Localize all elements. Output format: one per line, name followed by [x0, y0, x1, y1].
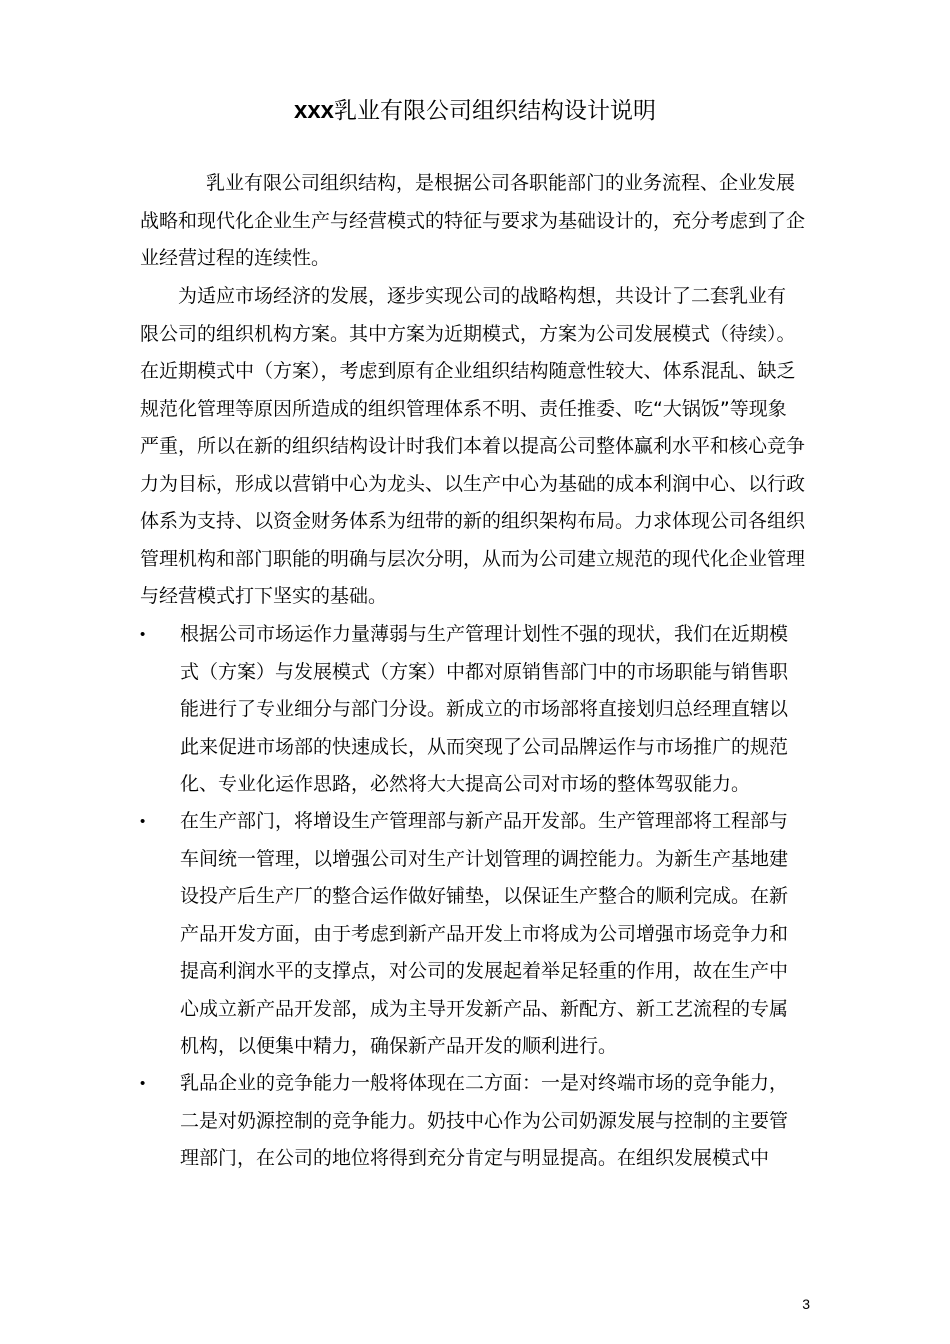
bullet-text: [180, 1065, 810, 1178]
bullet-icon: •: [140, 813, 146, 830]
bullet-text: [180, 616, 810, 804]
title-prefix: xxx: [293, 97, 335, 124]
paragraph-line: 与经营模式打下坚实的基础。: [140, 585, 388, 607]
paragraph-line: 限公司的组织机构方案。其中方案为近期模式，方案为公司发展模式（待续）。: [140, 322, 796, 345]
paragraph-line: 乳业有限公司组织结构，是根据公司各职能部门的业务流程、企业发展: [206, 172, 796, 194]
paragraph-line: 为适应市场经济的发展，逐步实现公司的战略构想，共设计了二套乳业有: [178, 285, 787, 307]
document-title: [0, 94, 950, 128]
bullet-line: 在生产部门，将增设生产管理部与新产品开发部。生产管理部将工程部与: [180, 810, 789, 832]
bullet-line: 提高利润水平的支撑点，对公司的发展起着举足轻重的作用，故在生产中: [180, 960, 789, 982]
bullet-line: 设投产后生产厂的整合运作做好铺垫，以保证生产整合的顺利完成。在新: [180, 885, 789, 907]
strategy-paragraph: [140, 278, 810, 616]
bullet-line: 乳品企业的竞争能力一般将体现在二方面：一是对终端市场的竞争能力，: [180, 1072, 789, 1094]
bullet-line: 心成立新产品开发部，成为主导开发新产品、新配方、新工艺流程的专属: [180, 997, 789, 1020]
paragraph-line: 业经营过程的连续性。: [140, 247, 331, 269]
paragraph-line: 体系为支持、以资金财务体系为纽带的新的组织架构布局。力求体现公司各组织: [140, 510, 806, 532]
bullet-line: 式（方案）与发展模式（方案）中都对原销售部门中的市场职能与销售职: [180, 660, 789, 683]
paragraph-line: 力为目标，形成以营销中心为龙头、以生产中心为基础的成本利润中心、以行政: [140, 472, 806, 495]
bullet-line: 能进行了专业细分与部门分设。新成立的市场部将直接划归总经理直辖以: [180, 698, 789, 720]
paragraph-line: 管理机构和部门职能的明确与层次分明，从而为公司建立规范的现代化企业管理: [140, 547, 806, 570]
bullet-line: 根据公司市场运作力量薄弱与生产管理计划性不强的现状，我们在近期模: [180, 623, 789, 645]
bullet-line: 此来促进市场部的快速成长，从而突现了公司品牌运作与市场推广的规范: [180, 735, 789, 758]
bullet-text: [180, 803, 810, 1066]
paragraph-line: 规范化管理等原因所造成的组织管理体系不明、责任推委、吃“大锅饭”等现象: [140, 397, 787, 420]
paragraph-line: 严重，所以在新的组织结构设计时我们本着以提高公司整体赢利水平和核心竞争: [140, 435, 806, 457]
bullet-icon: •: [140, 626, 146, 643]
bullet-line: 理部门，在公司的地位将得到充分肯定与明显提高。在组织发展模式中: [180, 1147, 770, 1169]
bullet-icon: •: [140, 1075, 146, 1092]
title-main: 乳业有限公司组织结构设计说明: [334, 98, 657, 124]
bullet-line: 产品开发方面，由于考虑到新产品开发上市将成为公司增强市场竞争力和: [180, 922, 789, 945]
bullet-line: 化、专业化运作思路，必然将大大提高公司对市场的整体驾驭能力。: [180, 773, 751, 795]
intro-paragraph: [140, 165, 810, 278]
paragraph-line: 战略和现代化企业生产与经营模式的特征与要求为基础设计的，充分考虑到了企: [140, 209, 806, 232]
bullet-line: 机构，以便集中精力，确保新产品开发的顺利进行。: [180, 1035, 618, 1057]
bullet-line: 二是对奶源控制的竞争能力。奶技中心作为公司奶源发展与控制的主要管: [180, 1109, 789, 1132]
bullet-line: 车间统一管理，以增强公司对生产计划管理的调控能力。为新生产基地建: [180, 847, 789, 870]
page-number: 3: [802, 1296, 810, 1312]
paragraph-line: 在近期模式中（方案），考虑到原有企业组织结构随意性较大、体系混乱、缺乏: [140, 360, 796, 382]
